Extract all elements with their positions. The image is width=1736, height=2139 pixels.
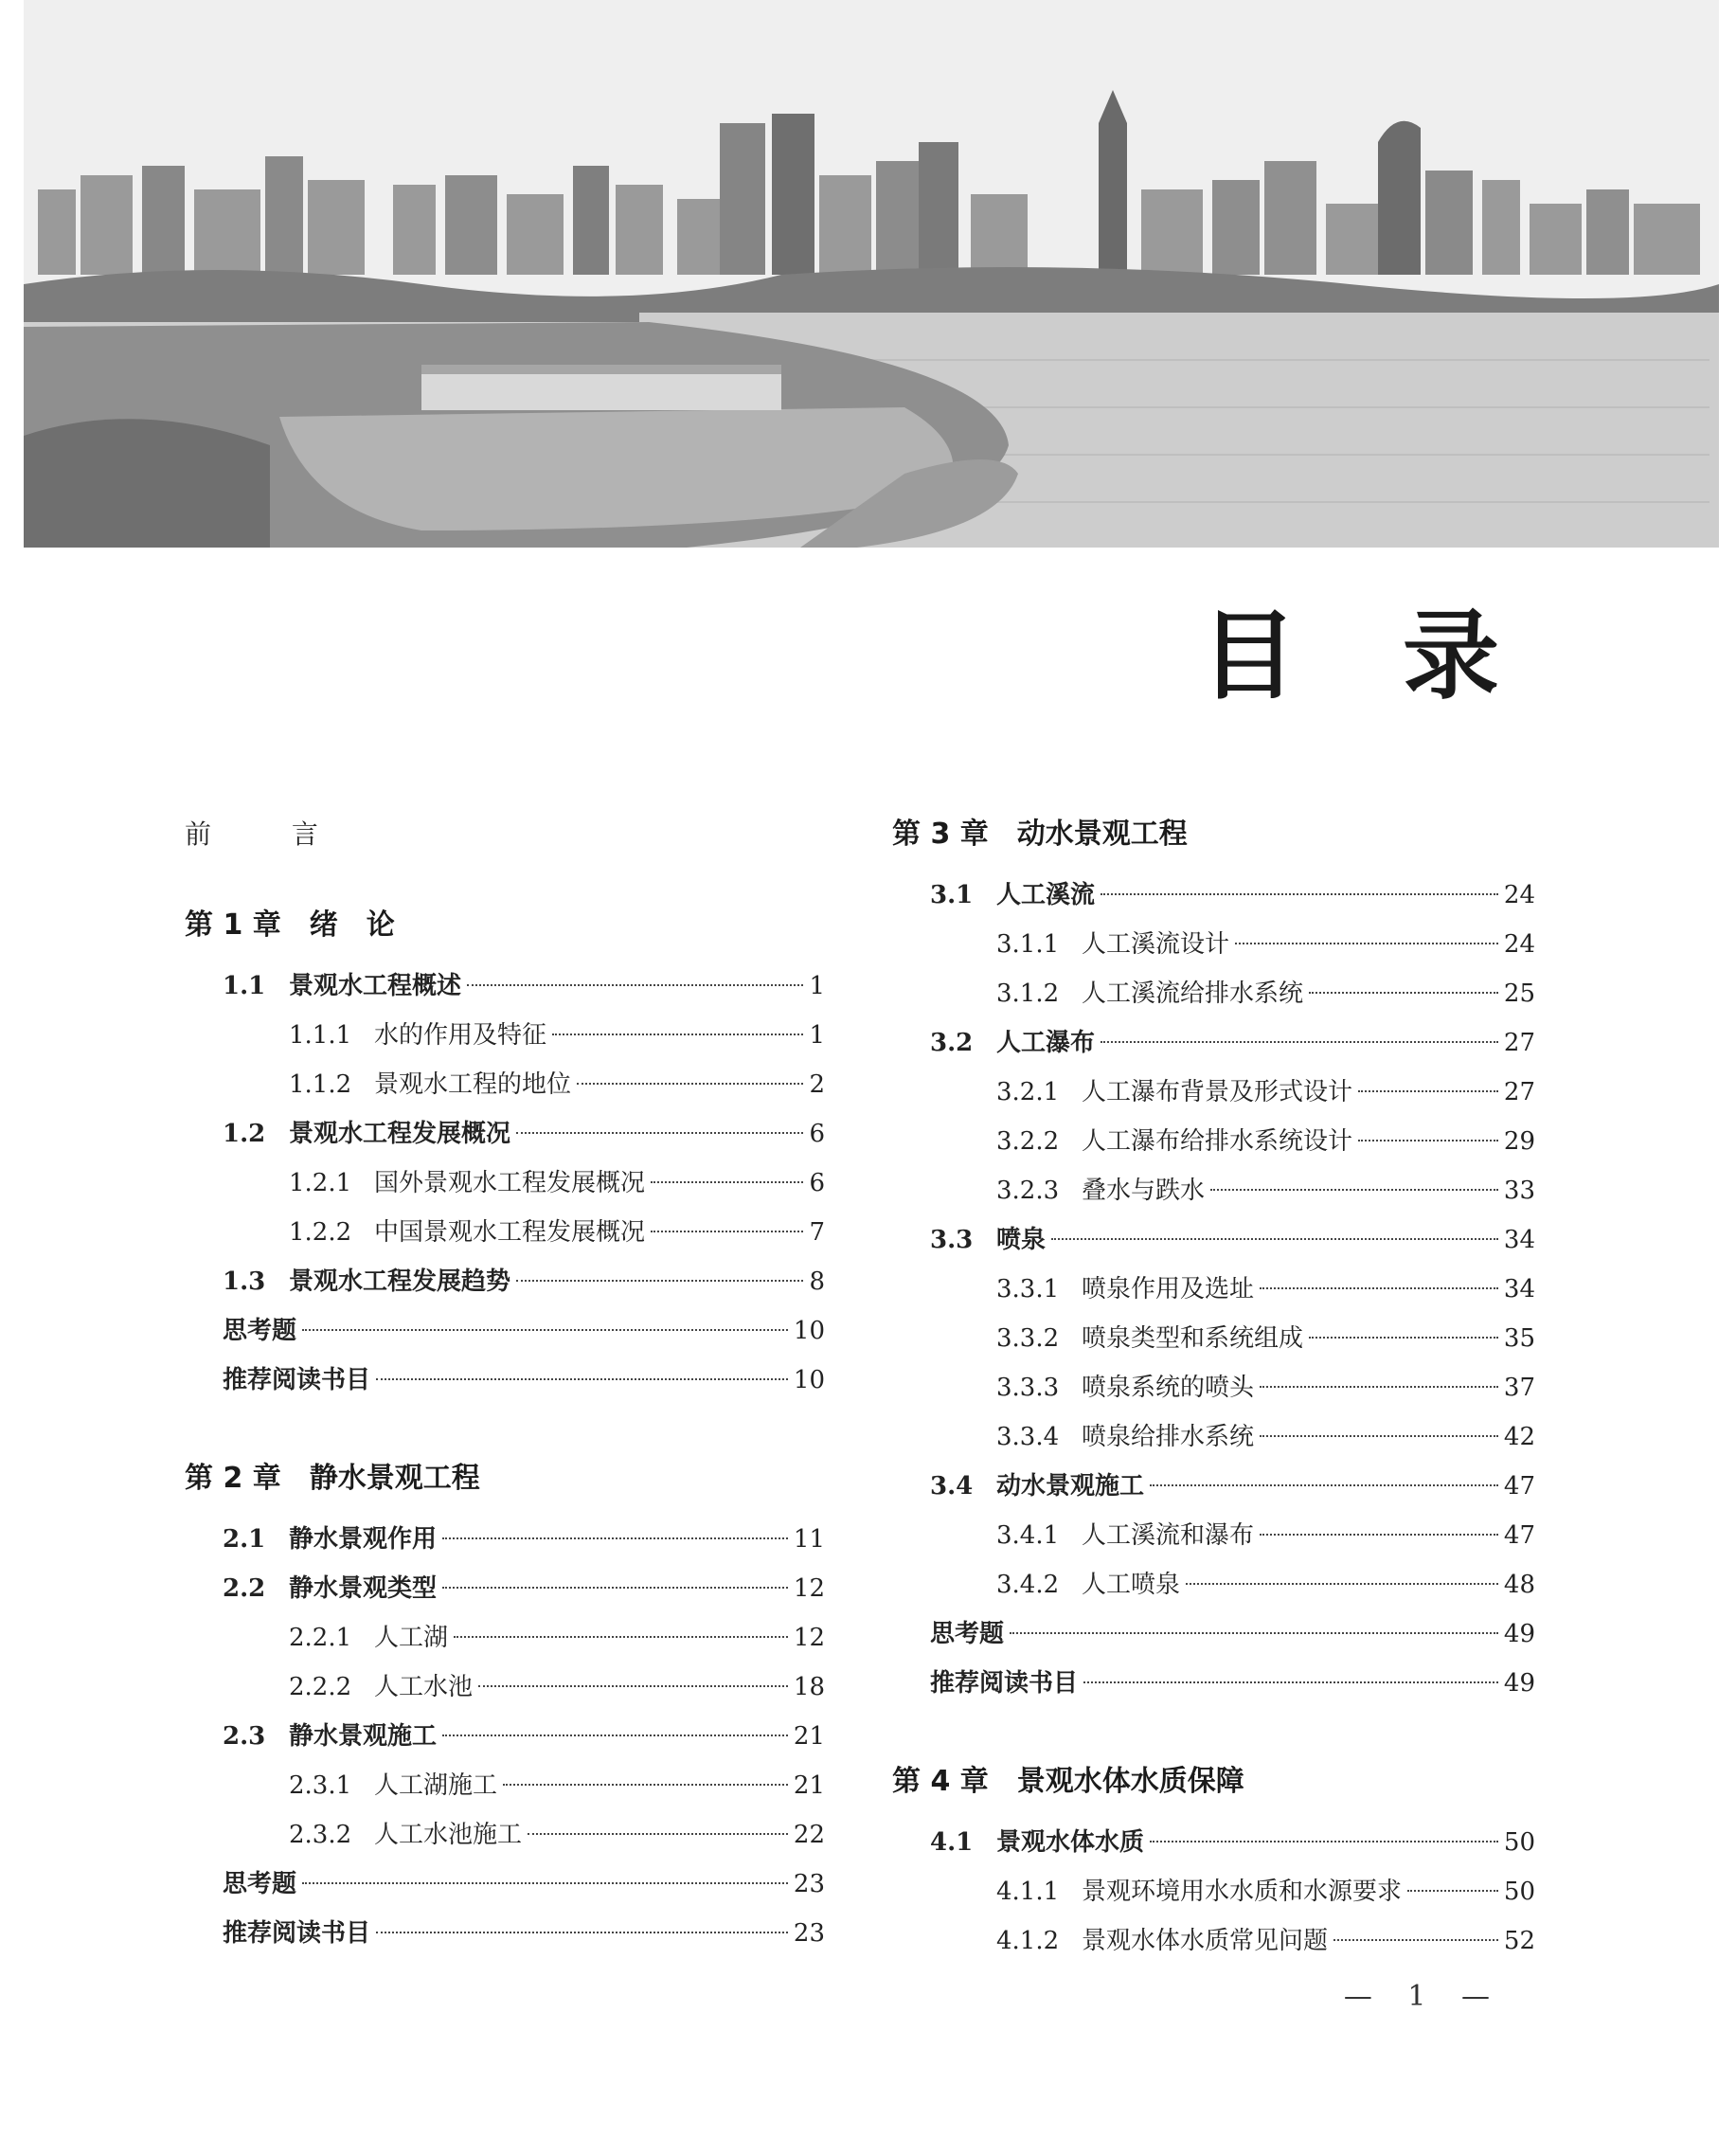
dot-leader	[302, 1329, 788, 1331]
section-number: 3.4	[930, 1472, 974, 1501]
toc-entry-label	[289, 1060, 571, 1109]
toc-entry[interactable]	[185, 962, 825, 1011]
section-number: 3.3.2	[996, 1324, 1060, 1353]
chapter-number: 第 2 章	[185, 1462, 281, 1495]
page-ref: 50	[1503, 1878, 1535, 1906]
toc-entry-label	[223, 1306, 296, 1356]
chapter-gap	[185, 1405, 825, 1454]
dot-leader	[478, 1685, 788, 1687]
section-number: 3.3	[930, 1226, 974, 1254]
page-ref: 2	[809, 1070, 825, 1099]
section-title: 思考题	[223, 1317, 297, 1345]
chapter-heading[interactable]	[185, 901, 825, 950]
toc-entry-label	[289, 1810, 522, 1860]
section-number: 1.2	[223, 1120, 266, 1148]
section-title: 景观水体水质常见问题	[1082, 1927, 1329, 1955]
dot-leader	[376, 1932, 788, 1933]
dot-leader	[442, 1587, 788, 1589]
page-ref: 12	[793, 1574, 825, 1603]
section-title: 喷泉	[996, 1226, 1047, 1254]
toc-entry[interactable]	[185, 1011, 825, 1060]
dot-leader	[1186, 1583, 1498, 1585]
page-ref: 24	[1503, 930, 1535, 959]
page-ref: 21	[793, 1722, 825, 1751]
section-title: 思考题	[930, 1620, 1005, 1648]
toc-entry-label	[289, 1159, 645, 1208]
toc-entry-label	[289, 1663, 473, 1712]
section-title: 景观环境用水水质和水源要求	[1082, 1878, 1403, 1906]
toc-entry-label	[930, 1609, 1004, 1659]
section-number: 1.2.2	[289, 1218, 352, 1247]
dot-leader	[1358, 1090, 1498, 1092]
section-title: 人工湖施工	[374, 1771, 498, 1800]
toc-entry[interactable]	[185, 1712, 825, 1761]
chapter-number: 第 1 章	[185, 908, 281, 942]
page-ref: 49	[1503, 1620, 1535, 1648]
dot-leader	[1101, 893, 1498, 895]
dot-leader	[1260, 1386, 1498, 1388]
toc-entry-label	[996, 1412, 1254, 1462]
toc-entry-label	[289, 1613, 448, 1663]
dot-leader	[516, 1132, 803, 1134]
section-number: 1.3	[223, 1267, 266, 1296]
section-number: 3.2.2	[996, 1127, 1060, 1156]
section-number: 3.1.1	[996, 930, 1060, 959]
dot-leader	[1235, 943, 1498, 944]
section-number: 3.1.2	[996, 980, 1060, 1008]
section-number: 4.1.1	[996, 1878, 1060, 1906]
toc-entry-label	[223, 1712, 437, 1761]
section-title: 静水景观作用	[289, 1525, 438, 1554]
page-ref: 50	[1503, 1828, 1535, 1857]
section-title: 人工溪流	[996, 881, 1096, 909]
dot-leader	[1309, 1337, 1498, 1339]
toc-entry[interactable]	[892, 1166, 1535, 1215]
toc-title: 目 录	[1200, 601, 1535, 713]
toc-entry[interactable]	[185, 1356, 825, 1405]
toc-entry[interactable]	[185, 1257, 825, 1306]
dot-leader	[577, 1083, 803, 1085]
page-ref: 21	[793, 1771, 825, 1800]
toc-entry[interactable]	[892, 1314, 1535, 1363]
section-title: 推荐阅读书目	[223, 1919, 371, 1948]
section-title: 叠水与跌水	[1082, 1177, 1206, 1205]
dot-leader	[1051, 1238, 1498, 1240]
toc-entry[interactable]	[892, 1117, 1535, 1166]
toc-entry-label	[996, 1314, 1303, 1363]
toc-entry[interactable]	[185, 1060, 825, 1109]
section-title: 人工瀑布	[996, 1029, 1096, 1057]
page-ref: 24	[1503, 881, 1535, 909]
toc-entry-label	[930, 1018, 1095, 1068]
chapter-heading[interactable]	[892, 1757, 1535, 1806]
toc-entry-label	[930, 1462, 1144, 1511]
toc-entry[interactable]	[892, 1659, 1535, 1708]
toc-entry-label	[223, 1257, 510, 1306]
section-title: 景观水体水质	[996, 1828, 1145, 1857]
dot-leader	[376, 1378, 788, 1380]
toc-entry[interactable]	[185, 1109, 825, 1159]
toc-entry[interactable]	[185, 1159, 825, 1208]
toc-entry[interactable]	[185, 1306, 825, 1356]
section-number: 3.3.3	[996, 1374, 1060, 1402]
dot-leader	[651, 1231, 803, 1232]
toc-entry[interactable]	[185, 1613, 825, 1663]
page-ref: 8	[809, 1267, 825, 1296]
page-ref: 42	[1503, 1423, 1535, 1451]
toc-entry[interactable]	[892, 969, 1535, 1018]
chapter-title: 景观水体水质保障	[1016, 1765, 1244, 1798]
toc-entry-label	[289, 1761, 497, 1810]
dot-leader	[302, 1882, 788, 1884]
toc-entry-label	[289, 1208, 645, 1257]
page-ref: 35	[1503, 1324, 1535, 1353]
dot-leader	[503, 1784, 788, 1786]
section-title: 中国景观水工程发展概况	[374, 1218, 646, 1247]
section-number: 3.2	[930, 1029, 974, 1057]
toc-entry[interactable]	[185, 1860, 825, 1909]
dot-leader	[1260, 1435, 1498, 1437]
page-ref: 23	[793, 1870, 825, 1898]
toc-entry-label	[996, 1265, 1254, 1314]
dot-leader	[1358, 1140, 1498, 1141]
page-ref: 34	[1503, 1275, 1535, 1303]
page-ref: 48	[1503, 1571, 1535, 1599]
page-ref: 52	[1503, 1927, 1535, 1955]
left-chapters	[185, 901, 825, 1958]
toc-entry-label	[930, 871, 1095, 920]
page-ref: 49	[1503, 1669, 1535, 1698]
section-title: 景观水工程概述	[289, 972, 462, 1000]
section-number: 2.3.1	[289, 1771, 352, 1800]
chapter-title: 动水景观工程	[1016, 818, 1188, 851]
toc-preface: 前 言	[185, 818, 354, 850]
toc-entry-label	[223, 1356, 370, 1405]
toc-entry[interactable]	[185, 1208, 825, 1257]
chapter-heading[interactable]	[892, 810, 1535, 859]
page-ref: 33	[1503, 1177, 1535, 1205]
chapter-title: 绪 论	[309, 908, 395, 942]
dot-leader	[1083, 1681, 1498, 1683]
section-title: 推荐阅读书目	[930, 1669, 1079, 1698]
section-number: 4.1.2	[996, 1927, 1060, 1955]
chapter-number: 第 3 章	[892, 818, 989, 851]
section-title: 动水景观施工	[996, 1472, 1145, 1501]
toc-entry-label	[223, 962, 461, 1011]
toc-entry[interactable]	[185, 1810, 825, 1860]
dot-leader	[1407, 1890, 1498, 1892]
toc-entry-label	[930, 1215, 1046, 1265]
toc-entry-label	[996, 1117, 1352, 1166]
section-title: 人工溪流和瀑布	[1082, 1521, 1255, 1550]
page-ref: 10	[793, 1317, 825, 1345]
page-ref: 23	[793, 1919, 825, 1948]
dot-leader	[516, 1280, 803, 1282]
section-title: 思考题	[223, 1870, 297, 1898]
toc-entry-label	[996, 1867, 1402, 1916]
toc-entry-label	[223, 1564, 437, 1613]
toc-entry[interactable]	[892, 871, 1535, 920]
dot-leader	[1260, 1287, 1498, 1289]
section-number: 3.4.2	[996, 1571, 1060, 1599]
page-ref: 11	[793, 1525, 825, 1554]
toc-entry[interactable]	[892, 1363, 1535, 1412]
toc-entry[interactable]	[892, 1462, 1535, 1511]
dot-leader	[1210, 1189, 1498, 1191]
dot-leader	[1150, 1484, 1498, 1486]
dot-leader	[1101, 1041, 1498, 1043]
toc-entry-label	[930, 1818, 1144, 1867]
dot-leader	[552, 1034, 803, 1035]
toc-entry[interactable]	[185, 1909, 825, 1958]
toc-entry-label	[996, 1916, 1328, 1966]
section-title: 人工湖	[374, 1624, 449, 1652]
chapter-heading[interactable]	[185, 1454, 825, 1503]
section-title: 水的作用及特征	[374, 1021, 547, 1050]
section-title: 推荐阅读书目	[223, 1366, 371, 1394]
toc-entry-label	[223, 1109, 510, 1159]
section-number: 3.1	[930, 881, 974, 909]
toc-entry[interactable]	[185, 1564, 825, 1613]
toc-entry-label	[996, 1511, 1254, 1560]
dot-leader	[454, 1636, 788, 1638]
section-number: 3.3.1	[996, 1275, 1060, 1303]
dot-leader	[1333, 1939, 1498, 1941]
toc-entry[interactable]	[892, 1609, 1535, 1659]
dot-leader	[442, 1735, 788, 1736]
section-title: 人工水池施工	[374, 1821, 523, 1849]
dot-leader	[528, 1833, 788, 1835]
toc-entry-label	[223, 1515, 437, 1564]
section-title: 景观水工程发展概况	[289, 1120, 511, 1148]
page-ref: 25	[1503, 980, 1535, 1008]
dot-leader	[1150, 1841, 1498, 1842]
toc-entry-label	[996, 969, 1303, 1018]
section-number: 2.2	[223, 1574, 266, 1603]
section-title: 喷泉给排水系统	[1082, 1423, 1255, 1451]
section-number: 3.2.1	[996, 1078, 1060, 1106]
section-title: 国外景观水工程发展概况	[374, 1169, 646, 1197]
section-title: 人工溪流给排水系统	[1082, 980, 1304, 1008]
section-title: 人工瀑布背景及形式设计	[1082, 1078, 1353, 1106]
section-title: 人工瀑布给排水系统设计	[1082, 1127, 1353, 1156]
page-ref: 29	[1503, 1127, 1535, 1156]
toc-right-column	[892, 810, 1535, 1966]
dot-leader	[1260, 1534, 1498, 1536]
toc-entry[interactable]	[892, 1215, 1535, 1265]
toc-entry[interactable]	[185, 1761, 825, 1810]
section-number: 2.2.1	[289, 1624, 352, 1652]
page-ref: 6	[809, 1169, 825, 1197]
toc-entry[interactable]	[185, 1515, 825, 1564]
section-title: 喷泉作用及选址	[1082, 1275, 1255, 1303]
section-number: 1.1.2	[289, 1070, 352, 1099]
section-number: 2.3	[223, 1722, 266, 1751]
page-ref: 37	[1503, 1374, 1535, 1402]
section-title: 人工水池	[374, 1673, 474, 1701]
toc-left-column	[185, 810, 825, 1958]
section-title: 景观水工程的地位	[374, 1070, 572, 1099]
section-number: 2.1	[223, 1525, 266, 1554]
section-title: 喷泉类型和系统组成	[1082, 1324, 1304, 1353]
section-title: 静水景观施工	[289, 1722, 438, 1751]
toc-entry-label	[930, 1659, 1078, 1708]
section-number: 3.2.3	[996, 1177, 1060, 1205]
chapter-gap	[892, 1708, 1535, 1757]
page-ref: 27	[1503, 1029, 1535, 1057]
page-ref: 27	[1503, 1078, 1535, 1106]
page-ref: 10	[793, 1366, 825, 1394]
page-ref: 34	[1503, 1226, 1535, 1254]
section-title: 人工溪流设计	[1082, 930, 1230, 959]
chapter-title: 静水景观工程	[309, 1462, 480, 1495]
toc-entry[interactable]	[892, 1818, 1535, 1867]
page-ref: 6	[809, 1120, 825, 1148]
section-number: 3.3.4	[996, 1423, 1060, 1451]
section-number: 2.3.2	[289, 1821, 352, 1849]
page-ref: 18	[793, 1673, 825, 1701]
dot-leader	[467, 984, 803, 986]
toc-entry-label	[289, 1011, 546, 1060]
section-number: 3.4.1	[996, 1521, 1060, 1550]
section-title: 人工喷泉	[1082, 1571, 1181, 1599]
page-ref: 1	[809, 972, 825, 1000]
toc-entry-label	[996, 1166, 1205, 1215]
page-ref: 47	[1503, 1521, 1535, 1550]
toc-entry[interactable]	[892, 1560, 1535, 1609]
section-number: 1.1.1	[289, 1021, 352, 1050]
page-ref: 22	[793, 1821, 825, 1849]
toc-entry-label	[996, 1560, 1180, 1609]
right-chapters	[892, 810, 1535, 1966]
dot-leader	[1309, 992, 1498, 994]
toc-entry[interactable]	[892, 1018, 1535, 1068]
section-number: 2.2.2	[289, 1673, 352, 1701]
toc-entry-label	[223, 1909, 370, 1958]
chapter-number: 第 4 章	[892, 1765, 989, 1798]
toc-entry[interactable]	[185, 1663, 825, 1712]
page-ref: 47	[1503, 1472, 1535, 1501]
section-number: 1.2.1	[289, 1169, 352, 1197]
page-ref: 1	[809, 1021, 825, 1050]
toc-entry[interactable]	[892, 1068, 1535, 1117]
section-title: 静水景观类型	[289, 1574, 438, 1603]
page-number: — 1 —	[1343, 1980, 1503, 2013]
dot-leader	[1010, 1632, 1498, 1634]
toc-entry[interactable]	[892, 1412, 1535, 1462]
section-title: 景观水工程发展趋势	[289, 1267, 511, 1296]
section-number: 1.1	[223, 972, 266, 1000]
toc-entry[interactable]	[892, 1265, 1535, 1314]
dot-leader	[651, 1181, 803, 1183]
toc-entry[interactable]	[892, 1511, 1535, 1560]
toc-entry-label	[996, 1068, 1352, 1117]
dot-leader	[442, 1537, 788, 1539]
section-title: 喷泉系统的喷头	[1082, 1374, 1255, 1402]
toc-entry[interactable]	[892, 920, 1535, 969]
page-ref: 12	[793, 1624, 825, 1652]
toc-entry-label	[996, 1363, 1254, 1412]
toc-entry[interactable]	[892, 1867, 1535, 1916]
toc-entry-label	[223, 1860, 296, 1909]
toc-entry-label	[996, 920, 1229, 969]
page-ref: 7	[809, 1218, 825, 1247]
toc-entry[interactable]	[892, 1916, 1535, 1966]
section-number: 4.1	[930, 1828, 974, 1857]
skyline-banner-image	[24, 0, 1719, 548]
